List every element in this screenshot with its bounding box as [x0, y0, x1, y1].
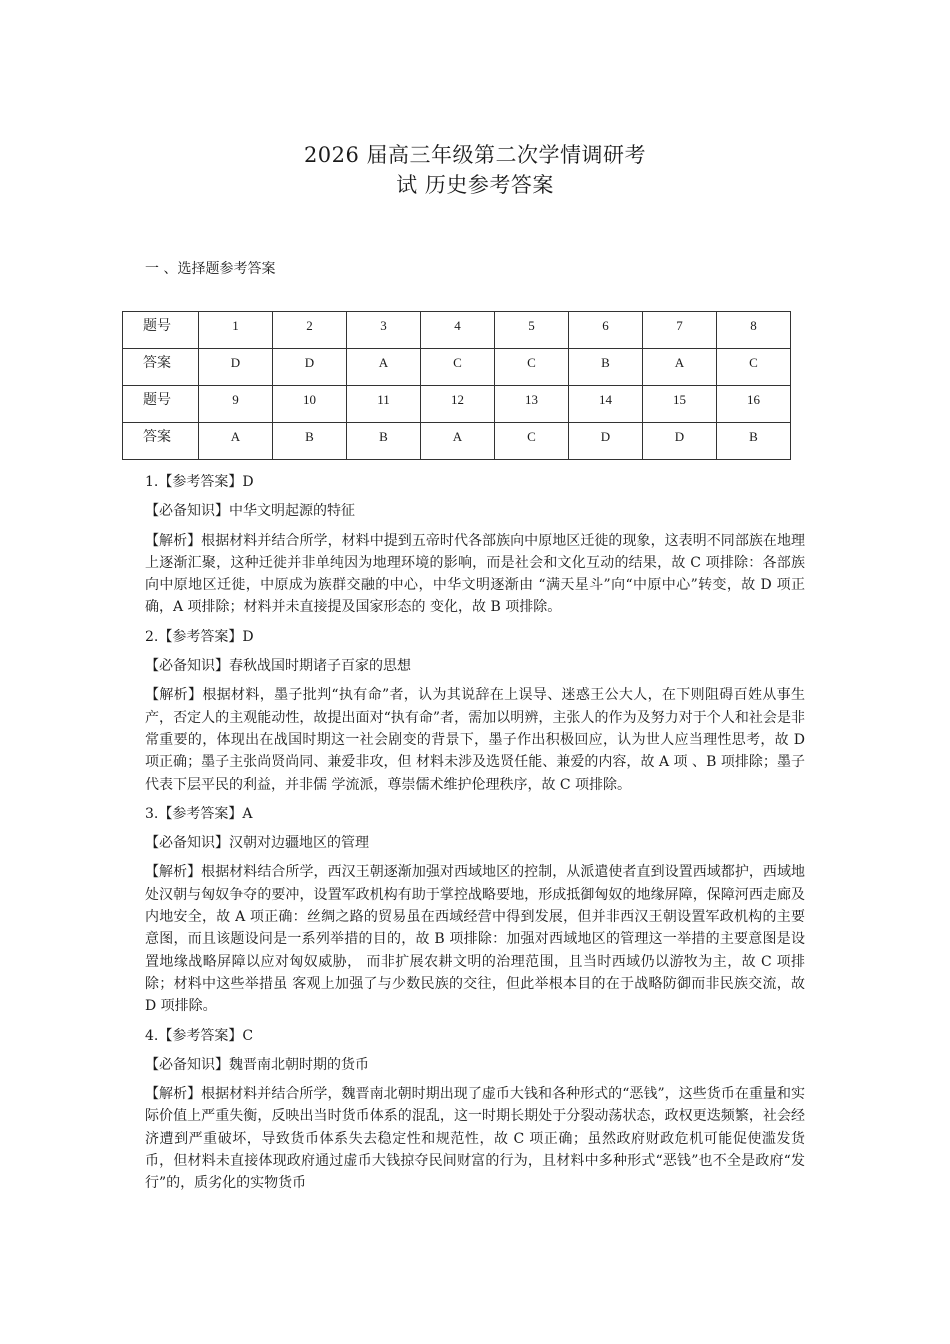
- required-knowledge: 【必备知识】魏晋南北朝时期的货币: [145, 1056, 369, 1073]
- question-4-explanation: [145, 1025, 805, 1195]
- table-cell: 5: [495, 312, 569, 349]
- table-cell: 8: [717, 312, 791, 349]
- table-cell: 14: [569, 386, 643, 423]
- table-cell: 7: [643, 312, 717, 349]
- table-cell: 15: [643, 386, 717, 423]
- answer-explanations: [145, 471, 805, 1202]
- table-row-answers-1: [123, 349, 791, 386]
- table-cell: D: [273, 349, 347, 386]
- table-row-question-numbers-2: [123, 386, 791, 423]
- document-title-line-1: 2026 届高三年级第二次学情调研考: [303, 143, 647, 167]
- table-cell: 11: [347, 386, 421, 423]
- table-cell: C: [421, 349, 495, 386]
- row-label: 答案: [123, 423, 199, 460]
- table-cell: B: [717, 423, 791, 460]
- table-cell: 2: [273, 312, 347, 349]
- table-cell: 10: [273, 386, 347, 423]
- table-cell: 3: [347, 312, 421, 349]
- analysis-paragraph: 【解析】根据材料并结合所学，材料中提到五帝时代各部族向中原地区迁徙的现象，这表明不同部族在地理上逐渐汇聚，这种迁徙并非单纯因为地理环境的影响，而是社会和文化互动的结果，故 C 项排除：各部族向中原地区迁徙，中原成为族群交融的中心，中华文明逐渐由 “满天星斗”向“中原中心”转变，故 D 项正确，A 项排除；材料并未直接提及国家形态的 变化，故 B 项排除。: [145, 532, 805, 616]
- table-row-question-numbers-1: [123, 312, 791, 349]
- table-cell: D: [199, 349, 273, 386]
- table-cell: 4: [421, 312, 495, 349]
- analysis-paragraph: 【解析】根据材料，墨子批判“执有命”者，认为其说辞在上误导、迷惑王公大人，在下则阻碍百姓从事生产，否定人的主观能动性，故提出面对“执有命”者，需加以明辨，主张人的作为及努力对于个人和社会是非常重要的，体现出在战国时期这一社会剧变的背景下，墨子作出积极回应，认为世人应当理性思考，故 D 项正确；墨子主张尚贤尚同、兼爱非攻，但 材料未涉及选贤任能、兼爱的内容，故 A 项 、B 项排除；墨子代表下层平民的利益，并非儒 学流派，尊崇儒术维护伦理秩序，故 C 项排除。: [145, 687, 805, 793]
- row-label: 题号: [123, 386, 199, 423]
- reference-answer: 1.【参考答案】D: [145, 474, 254, 490]
- table-cell: C: [495, 349, 569, 386]
- table-cell: C: [495, 423, 569, 460]
- analysis-paragraph: 【解析】根据材料结合所学，西汉王朝逐渐加强对西域地区的控制，从派遣使者直到设置西域都护，西域地处汉朝与匈奴争夺的要冲，设置军政机构有助于掌控战略要地，形成抵御匈奴的地缘屏障，保障河西走廊及内地安全，故 A 项正确：丝绸之路的贸易虽在西域经营中得到发展，但并非西汉王朝设置军政机构的主要意图，而且该题设问是一系列举措的目的，故 B 项排除：加强对西域地区的管理这一举措的主要意图是设置地缘战略屏障以应对匈奴威胁， 而非扩展农耕文明的治理范围，且当时西域仍以游牧为主，故 C 项排除；材料中这些举措虽 客观上加强了与少数民族的交往，但此举根本目的在于战略防御而非民族交流，故 D 项排除。: [145, 864, 805, 1015]
- table-cell: 6: [569, 312, 643, 349]
- table-row-answers-2: [123, 423, 791, 460]
- required-knowledge: 【必备知识】春秋战国时期诸子百家的思想: [145, 658, 411, 675]
- analysis-paragraph: 【解析】根据材料并结合所学，魏晋南北朝时期出现了虚币大钱和各种形式的“恶钱”，这些货币在重量和实际价值上严重失衡，反映出当时货币体系的混乱，这一时期长期处于分裂动荡状态，政权更迭频繁，社会经济遭到严重破坏，导致货币体系失去稳定性和规范性，故 C 项正确；虽然政府财政危机可能促使滥发货币，但材料未直接体现政府通过虚币大钱掠夺民间财富的行为，且材料中多种形式“恶钱”也不全是政府“发行”的，质劣化的实物货币: [145, 1086, 805, 1192]
- table-cell: A: [421, 423, 495, 460]
- document-title-line-2: 试 历史参考答案: [396, 173, 554, 197]
- section-heading-multiple-choice: 一 、选择题参考答案: [145, 261, 276, 277]
- reference-answer: 2.【参考答案】D: [145, 628, 254, 645]
- table-cell: 1: [199, 312, 273, 349]
- reference-answer: 3.【参考答案】A: [145, 805, 253, 822]
- table-cell: 13: [495, 386, 569, 423]
- row-label: 题号: [123, 312, 199, 349]
- table-cell: C: [717, 349, 791, 386]
- table-cell: B: [273, 423, 347, 460]
- answer-table: [122, 311, 791, 460]
- question-3-explanation: [145, 803, 805, 1018]
- table-cell: B: [569, 349, 643, 386]
- table-cell: A: [199, 423, 273, 460]
- table-cell: 12: [421, 386, 495, 423]
- question-1-explanation: [145, 471, 805, 619]
- required-knowledge: 【必备知识】中华文明起源的特征: [145, 503, 355, 520]
- question-2-explanation: [145, 626, 805, 796]
- table-cell: A: [643, 349, 717, 386]
- table-cell: D: [643, 423, 717, 460]
- table-cell: B: [347, 423, 421, 460]
- table-cell: 16: [717, 386, 791, 423]
- row-label: 答案: [123, 349, 199, 386]
- table-cell: D: [569, 423, 643, 460]
- reference-answer: 4.【参考答案】C: [145, 1027, 254, 1044]
- required-knowledge: 【必备知识】汉朝对边疆地区的管理: [145, 835, 369, 852]
- table-cell: 9: [199, 386, 273, 423]
- table-cell: A: [347, 349, 421, 386]
